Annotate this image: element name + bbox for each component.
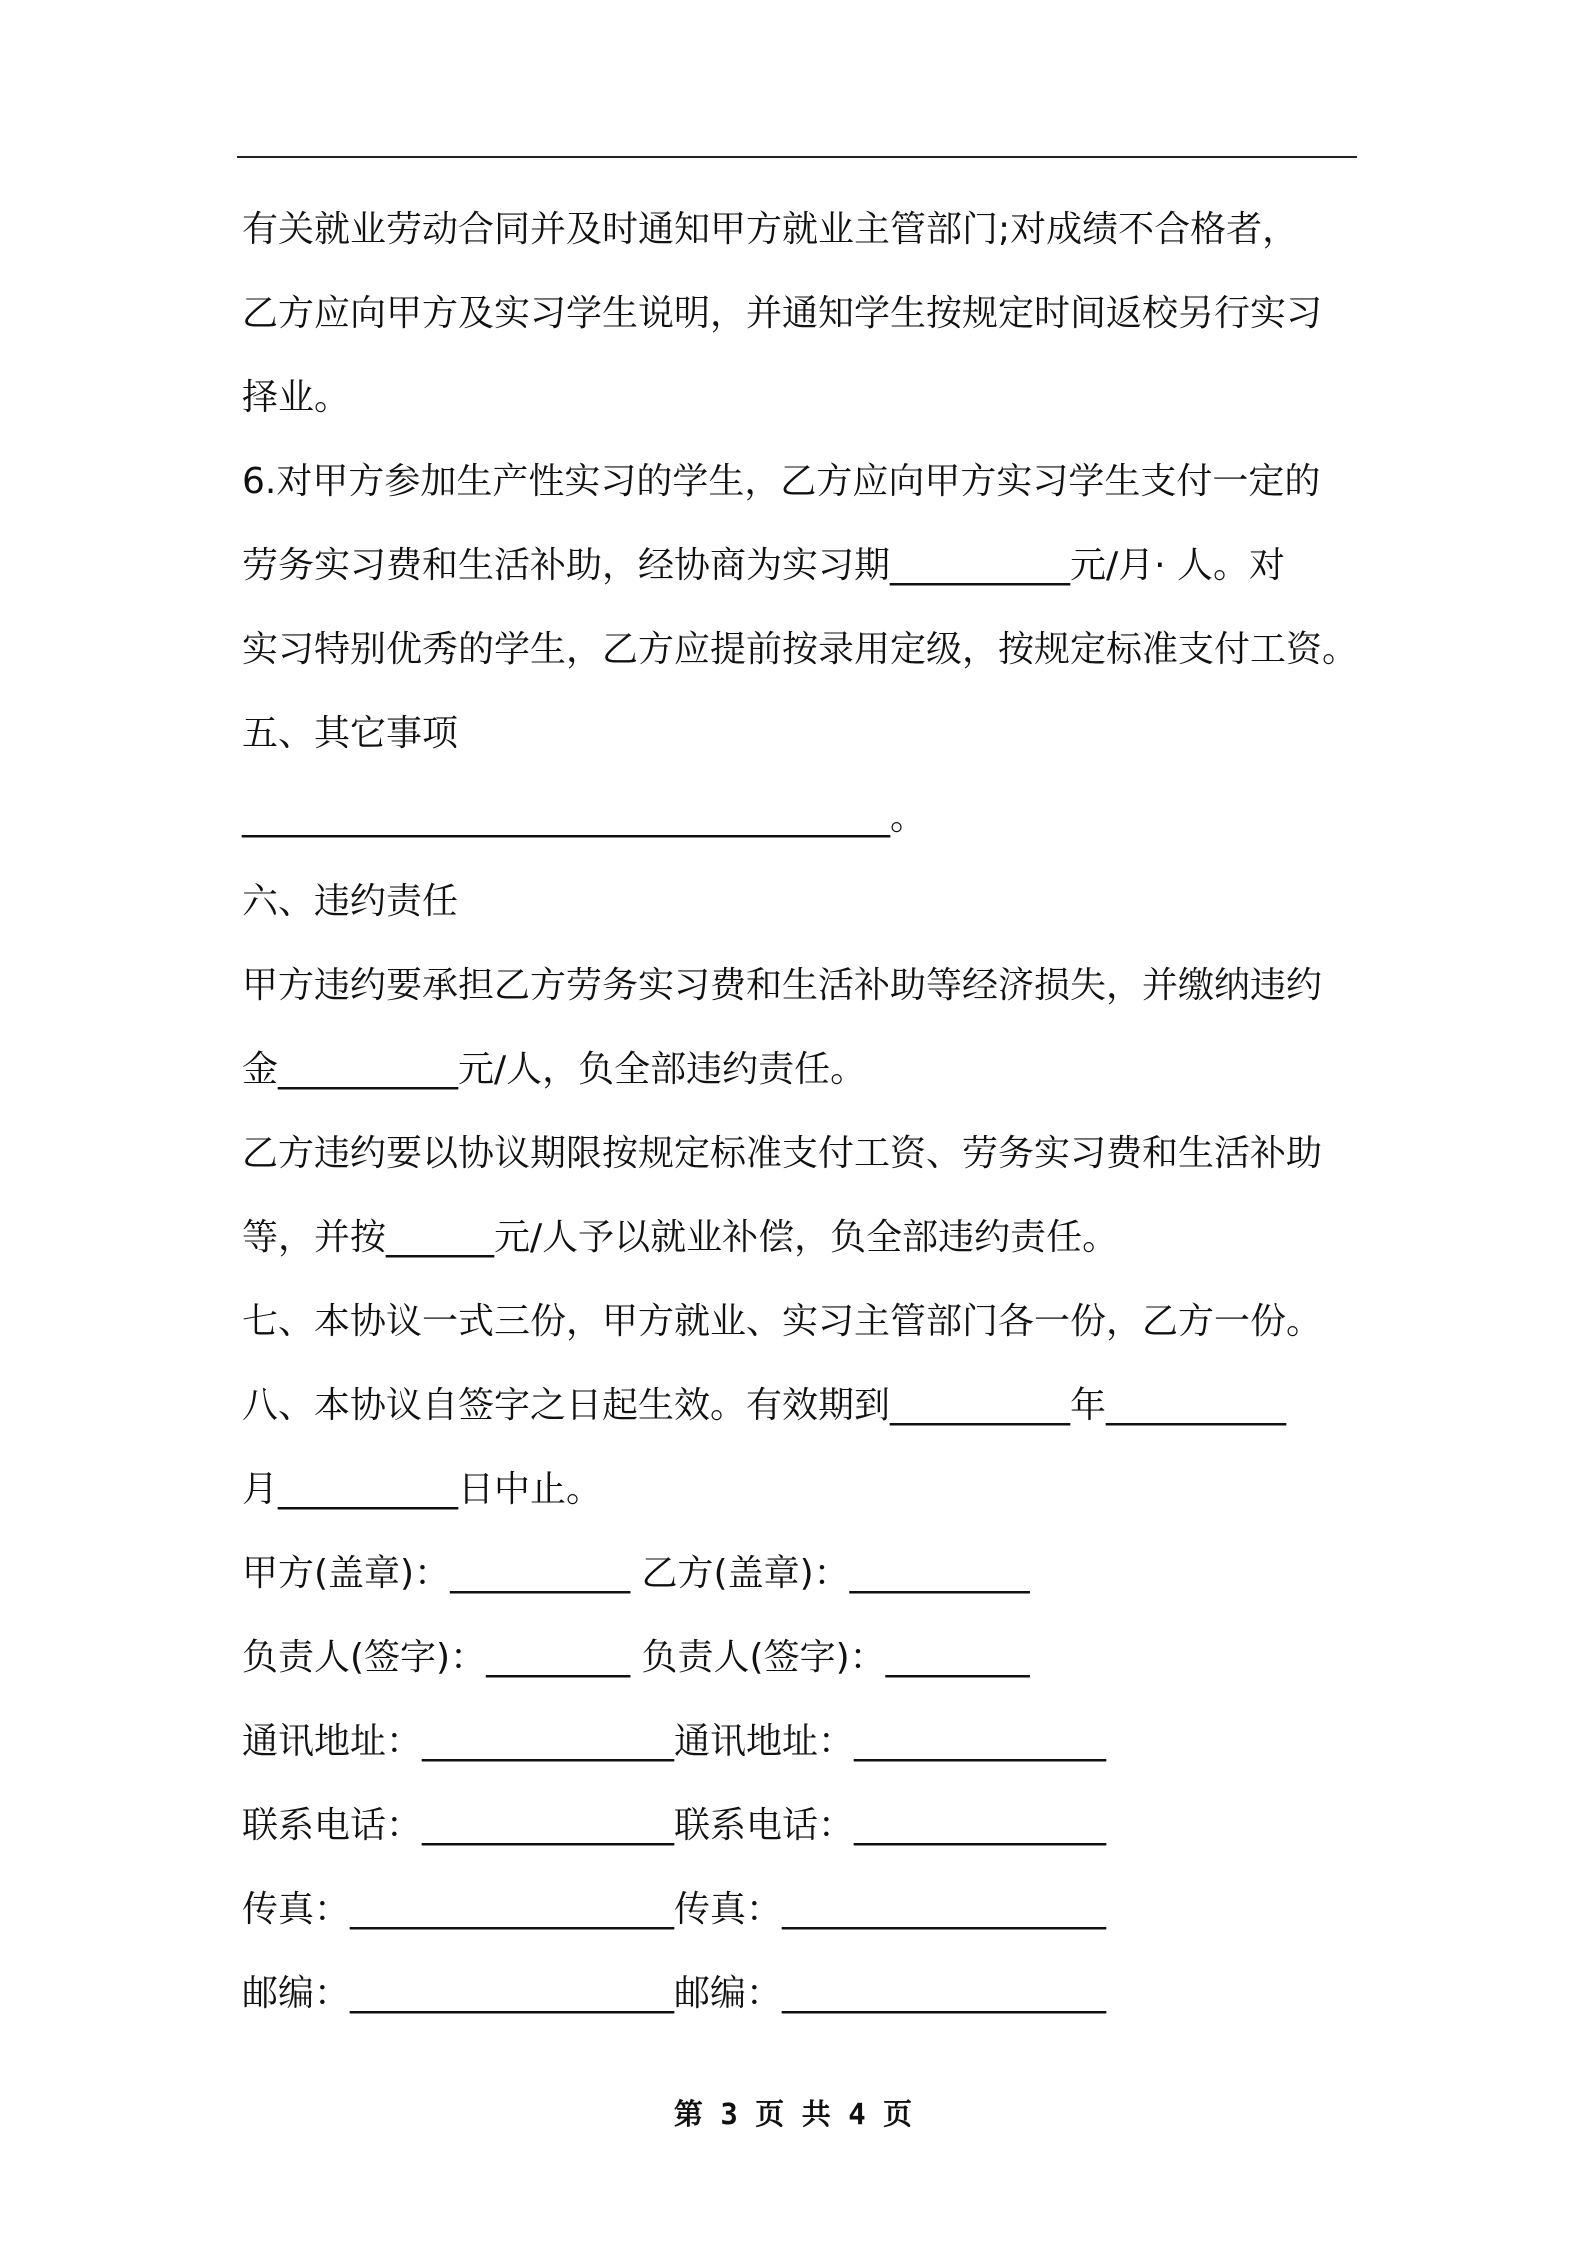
section-heading: 五、其它事项 [242, 713, 459, 754]
fax-line: 传真：__________________传真：__________________ [242, 1889, 1107, 1930]
text-line: 择业。 [242, 377, 351, 418]
header-rule [237, 156, 1357, 158]
text-line: 金__________元/人，负全部违约责任。 [242, 1049, 867, 1090]
text-line: 等，并按______元/人予以就业补偿，负全部违约责任。 [242, 1217, 1119, 1258]
address-line: 通讯地址：______________通讯地址：______________ [242, 1721, 1107, 1762]
text-line: 劳务实习费和生活补助，经协商为实习期__________元/月· 人。对 [242, 545, 1286, 586]
section-heading: 六、违约责任 [242, 881, 459, 922]
postcode-line: 邮编：__________________邮编：__________________ [242, 1973, 1107, 2014]
text-line: 实习特别优秀的学生，乙方应提前按录用定级，按规定标准支付工资。 [242, 629, 1359, 670]
text-line: 八、本协议自签字之日起生效。有效期到__________年__________ [242, 1385, 1287, 1426]
text-line: 甲方违约要承担乙方劳务实习费和生活补助等经济损失，并缴纳违约 [242, 965, 1323, 1006]
text-line: 有关就业劳动合同并及时通知甲方就业主管部门;对成绩不合格者， [242, 209, 1299, 250]
text-line: 乙方应向甲方及实习学生说明，并通知学生按规定时间返校另行实习 [242, 293, 1323, 334]
text-line: 月__________日中止。 [242, 1469, 603, 1510]
document-body [242, 200, 1357, 2048]
text-line: 七、本协议一式三份，甲方就业、实习主管部门各一份，乙方一份。 [242, 1301, 1323, 1342]
text-line: 6.对甲方参加生产性实习的学生，乙方应向甲方实习学生支付一定的 [242, 461, 1321, 502]
phone-line: 联系电话：______________联系电话：______________ [242, 1805, 1107, 1846]
signature-line: 负责人(签字)：________ 负责人(签字)：________ [242, 1637, 1030, 1678]
signature-line: 甲方(盖章)：__________ 乙方(盖章)：__________ [242, 1553, 1030, 1594]
text-line: 乙方违约要以协议期限按规定标准支付工资、劳务实习费和生活补助 [242, 1133, 1323, 1174]
blank-line: ____________________________________。 [242, 797, 926, 838]
page-number-footer: 第 3 页 共 4 页 [673, 2097, 913, 2131]
